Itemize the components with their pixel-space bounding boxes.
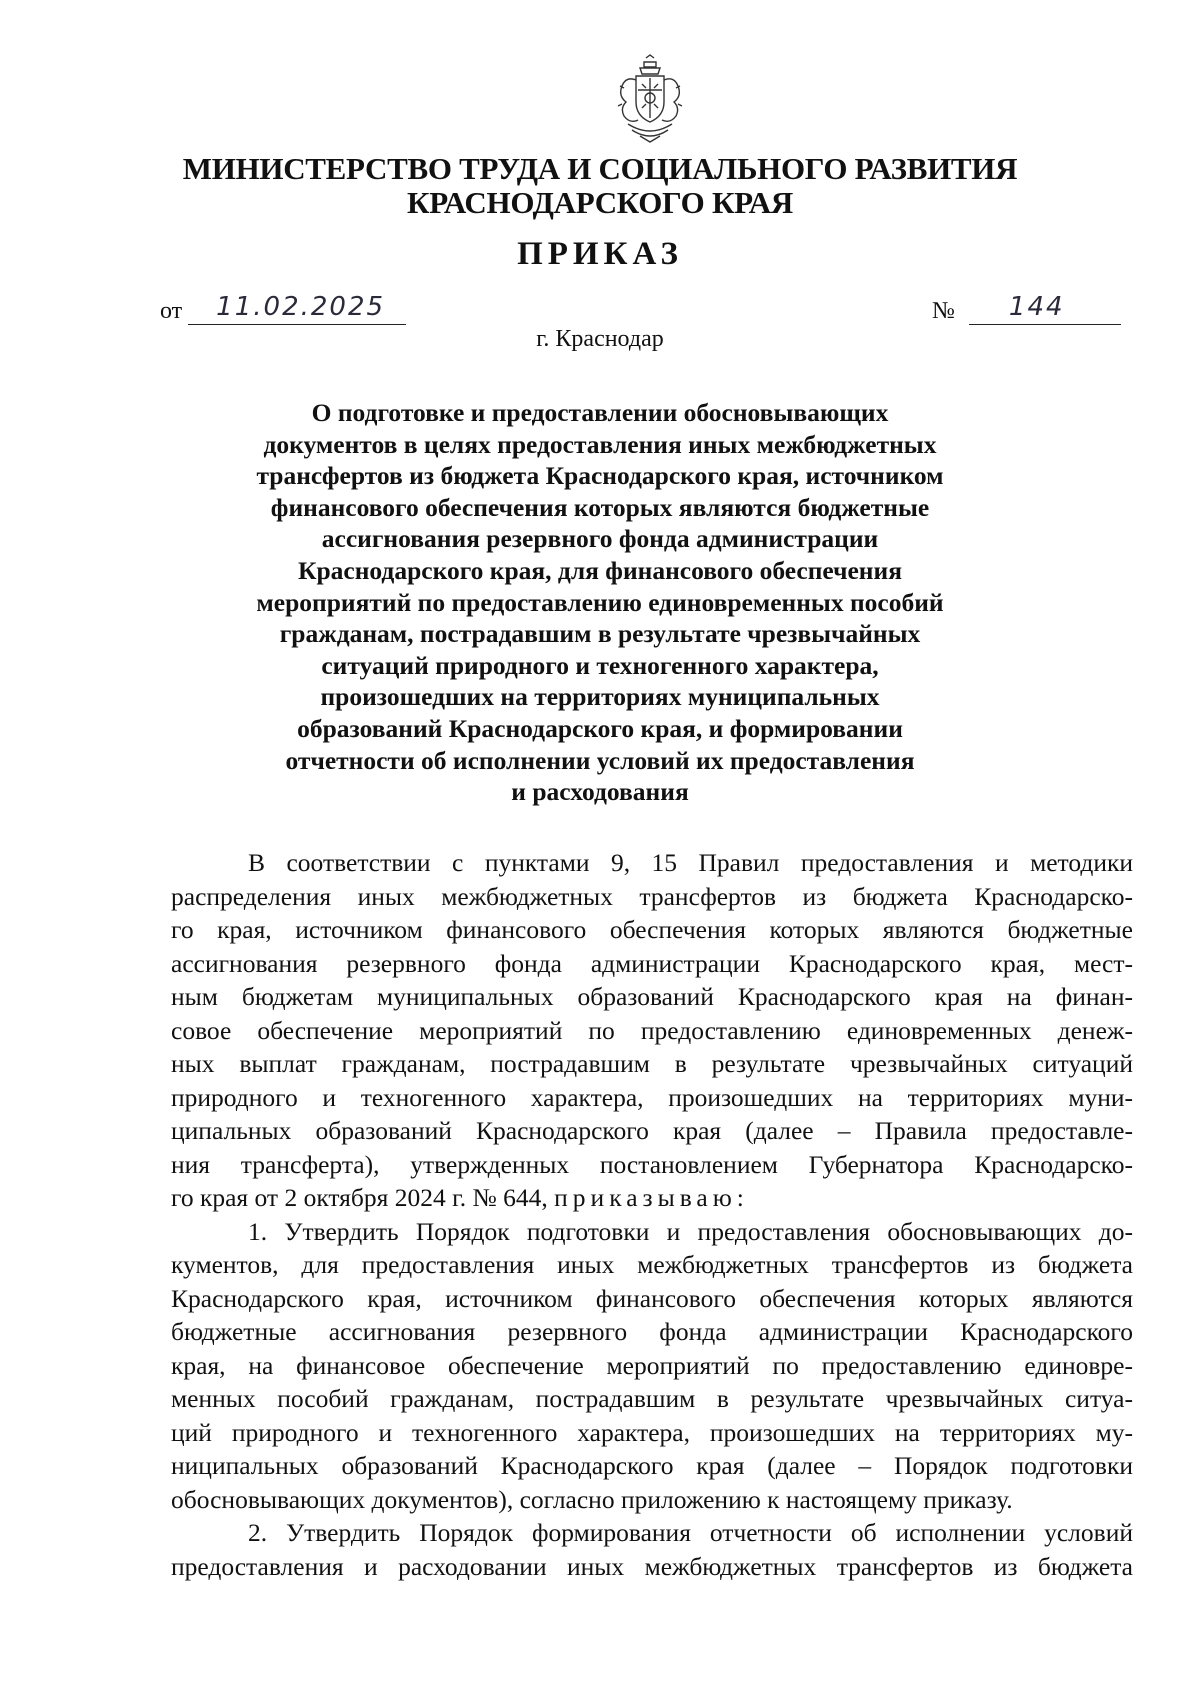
heading-line: трансфертов из бюджета Краснодарского края, источником bbox=[256, 461, 944, 491]
heading-line: образований Краснодарского края, и формировании bbox=[297, 713, 903, 743]
heading-line: и расходования bbox=[511, 777, 689, 807]
body-line: ния трансферта), утвержденных постановлением Губернатора Краснодарско- bbox=[171, 1149, 1133, 1179]
heading-line: гражданам, пострадавшим в результате чрезвычайных bbox=[279, 619, 921, 649]
date-field bbox=[160, 294, 406, 325]
body-line: 2. Утвердить Порядок формирования отчетности об исполнении условий bbox=[248, 1518, 1133, 1547]
ministry-name-line1: МИНИСТЕРСТВО ТРУДА И СОЦИАЛЬНОГО РАЗВИТИЯ bbox=[182, 151, 1018, 186]
document-heading bbox=[0, 397, 1200, 808]
body-line: ций природного и техногенного характера, произошедших на территориях му- bbox=[171, 1417, 1133, 1447]
number-line bbox=[969, 294, 1121, 325]
body-line: распределения иных межбюджетных трансфертов из бюджета Краснодарско- bbox=[171, 881, 1133, 911]
body-line: ципальных образований Краснодарского края (далее – Правила предоставле- bbox=[171, 1116, 1133, 1145]
document-body bbox=[171, 846, 1133, 1583]
body-line: Краснодарского края, источником финансового обеспечения которых являются bbox=[171, 1283, 1133, 1313]
body-line: природного и техногенного характера, произошедших на территориях муни- bbox=[171, 1082, 1133, 1112]
body-line: ных выплат гражданам, пострадавшим в результате чрезвычайных ситуаций bbox=[171, 1049, 1133, 1078]
body-line: кументов, для предоставления иных межбюджетных трансфертов из бюджета bbox=[171, 1250, 1133, 1279]
body-line: го края, источником финансового обеспечения которых являются бюджетные bbox=[171, 915, 1133, 944]
coat-of-arms-emblem bbox=[614, 54, 686, 146]
body-line bbox=[171, 1181, 1133, 1215]
handwritten-date: 11.02.2025 bbox=[216, 292, 386, 322]
order-title: ПРИКАЗ bbox=[517, 236, 683, 272]
heading-line: мероприятий по предоставлению единовременных пособий bbox=[256, 587, 944, 617]
heading-line: ситуаций природного и техногенного характера, bbox=[321, 650, 879, 680]
heading-line: документов в целях предоставления иных межбюджетных bbox=[263, 429, 937, 459]
ministry-name-line2: КРАСНОДАРСКОГО КРАЯ bbox=[407, 185, 793, 220]
body-line: ным бюджетам муниципальных образований Краснодарского края на финан- bbox=[171, 982, 1133, 1011]
heading-line: Краснодарского края, для финансового обеспечения bbox=[297, 555, 902, 585]
number-label: № bbox=[932, 298, 955, 324]
body-line-text: го края от 2 октября 2024 г. № 644, bbox=[171, 1183, 548, 1212]
body-line: ассигнования резервного фонда администрации Краснодарского края, мест- bbox=[171, 948, 1133, 978]
order-verb: приказываю: bbox=[554, 1183, 749, 1212]
body-line: 1. Утвердить Порядок подготовки и предоставления обосновывающих до- bbox=[248, 1216, 1133, 1246]
body-line: В соответствии с пунктами 9, 15 Правил предоставления и методики bbox=[248, 848, 1133, 877]
body-line: ниципальных образований Краснодарского края (далее – Порядок подготовки bbox=[171, 1451, 1133, 1480]
heading-line: финансового обеспечения которых являются бюджетные bbox=[270, 492, 930, 522]
body-line: совое обеспечение мероприятий по предоставлению единовременных денеж- bbox=[171, 1015, 1133, 1045]
ministry-name bbox=[0, 152, 1200, 220]
city: г. Краснодар bbox=[536, 326, 664, 352]
heading-line: ассигнования резервного фонда администрации bbox=[321, 524, 879, 554]
heading-line: произошедших на территориях муниципальных bbox=[320, 682, 880, 712]
heading-line: отчетности об исполнении условий их предоставления bbox=[285, 745, 915, 775]
body-line: края, на финансовое обеспечение мероприятий по предоставлению единовре- bbox=[171, 1350, 1133, 1380]
number-field bbox=[932, 294, 1121, 325]
body-line: менных пособий гражданам, пострадавшим в результате чрезвычайных ситуа- bbox=[171, 1384, 1133, 1413]
body-line: предоставления и расходовании иных межбюджетных трансфертов из бюджета bbox=[171, 1551, 1133, 1581]
body-line: бюджетные ассигнования резервного фонда администрации Краснодарского bbox=[171, 1317, 1133, 1346]
heading-line: О подготовке и предоставлении обосновывающих bbox=[311, 398, 889, 427]
handwritten-number: 144 bbox=[1008, 292, 1065, 322]
date-label: от bbox=[160, 298, 183, 324]
date-line bbox=[188, 294, 406, 325]
body-line: обосновывающих документов), согласно приложению к настоящему приказу. bbox=[171, 1484, 1013, 1514]
